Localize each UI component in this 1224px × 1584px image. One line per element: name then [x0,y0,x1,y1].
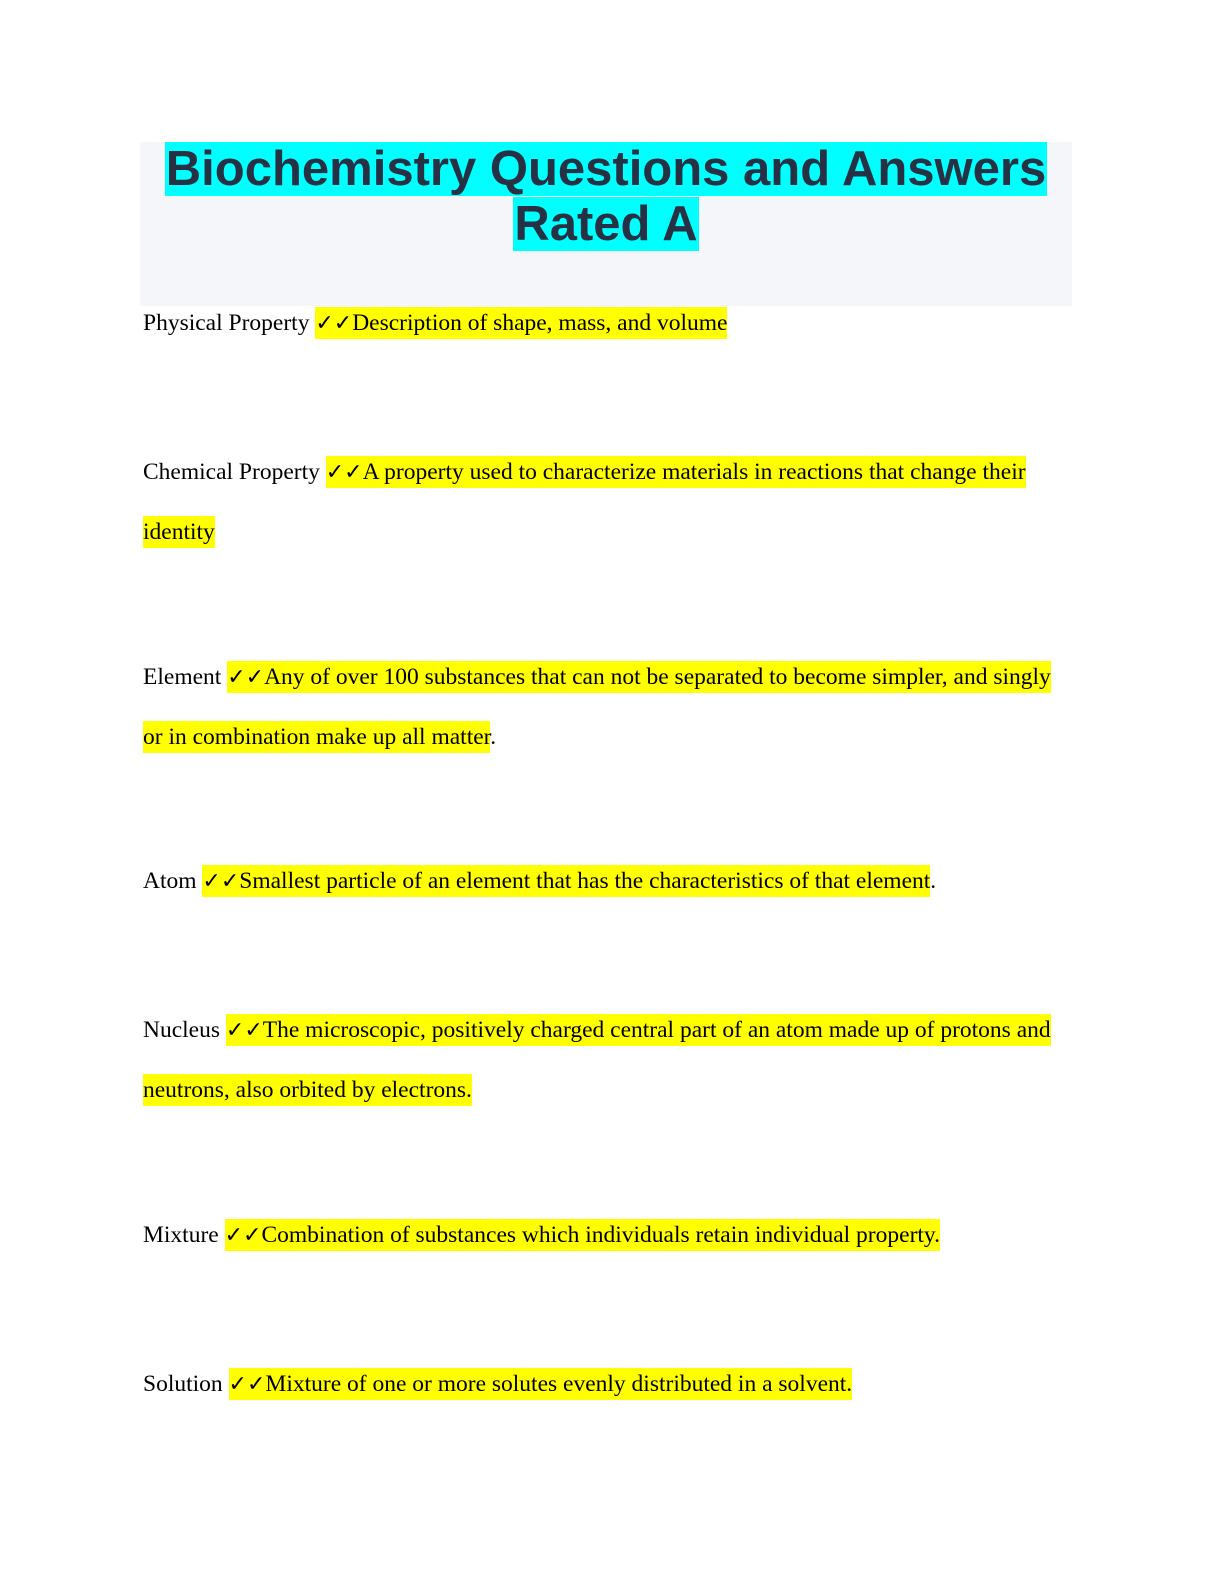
entry-line [143,648,1068,708]
entry-line [143,1001,1068,1061]
entry-answer-highlight [226,1014,1051,1046]
title-block [140,142,1072,306]
entry-term: Nucleus [143,1017,221,1043]
double-check-icon: ✓✓ [225,1018,263,1043]
entry-answer-highlight [315,307,727,339]
entry-term: Mixture [143,1222,219,1248]
entry-answer: Smallest particle of an element that has the characteristics of that element [239,868,931,894]
entry-answer-highlight [202,865,930,897]
double-check-icon: ✓✓ [227,665,265,690]
entry-answer-highlight [326,456,1026,488]
entry-term: Solution [143,1371,223,1397]
qa-entry-element [143,648,1068,767]
entry-answer-highlight [225,1219,940,1251]
entry-answer-highlight [143,1074,472,1106]
double-check-icon: ✓✓ [202,869,240,894]
entry-line [143,852,1068,912]
entry-term: Atom [143,868,197,894]
entry-answer: identity [143,518,215,545]
double-check-icon: ✓✓ [224,1223,262,1248]
entry-tail: . [490,723,497,750]
entry-line [143,1061,1068,1121]
entry-answer: Any of over 100 substances that can not be separated to become simpler, and singly [264,664,1051,690]
double-check-icon: ✓✓ [315,311,353,336]
entry-answer: A property used to characterize materials in reactions that change their [362,459,1026,485]
qa-entry-solution [143,1355,1068,1415]
double-check-icon: ✓✓ [325,460,363,485]
entry-answer-highlight [229,1368,853,1400]
double-check-icon: ✓✓ [228,1372,266,1397]
entry-line [143,443,1068,503]
entry-term: Chemical Property [143,459,320,485]
entry-answer-highlight [227,661,1051,693]
entry-answer: or in combination make up all matter [143,723,491,750]
qa-entry-physical-property [143,294,1068,354]
entry-answer-highlight [143,721,490,753]
entry-line [143,294,1068,354]
entry-answer: The microscopic, positively charged central part of an atom made up of protons and [262,1017,1051,1043]
title-text-1: Biochemistry Questions and Answers [165,142,1047,196]
qa-entry-atom [143,852,1068,912]
entry-answer: Combination of substances which individuals retain individual property. [261,1222,941,1248]
entry-answer: Mixture of one or more solutes evenly distributed in a solvent. [265,1371,853,1397]
entry-line [143,1206,1068,1266]
entry-line [143,708,1068,768]
title-text-2: Rated A [514,197,698,251]
entry-term: Element [143,664,222,690]
entry-answer: Description of shape, mass, and volume [352,310,728,336]
entry-answer: neutrons, also orbited by electrons. [143,1076,472,1103]
qa-entry-mixture [143,1206,1068,1266]
entry-term: Physical Property [143,310,310,336]
document-title-line-1 [140,142,1072,197]
qa-entry-chemical-property [143,443,1068,562]
qa-entry-nucleus [143,1001,1068,1120]
entry-line [143,1355,1068,1415]
entry-answer-highlight [143,516,215,548]
document-title-line-2 [140,197,1072,252]
entry-line [143,503,1068,563]
entry-tail: . [930,868,937,894]
